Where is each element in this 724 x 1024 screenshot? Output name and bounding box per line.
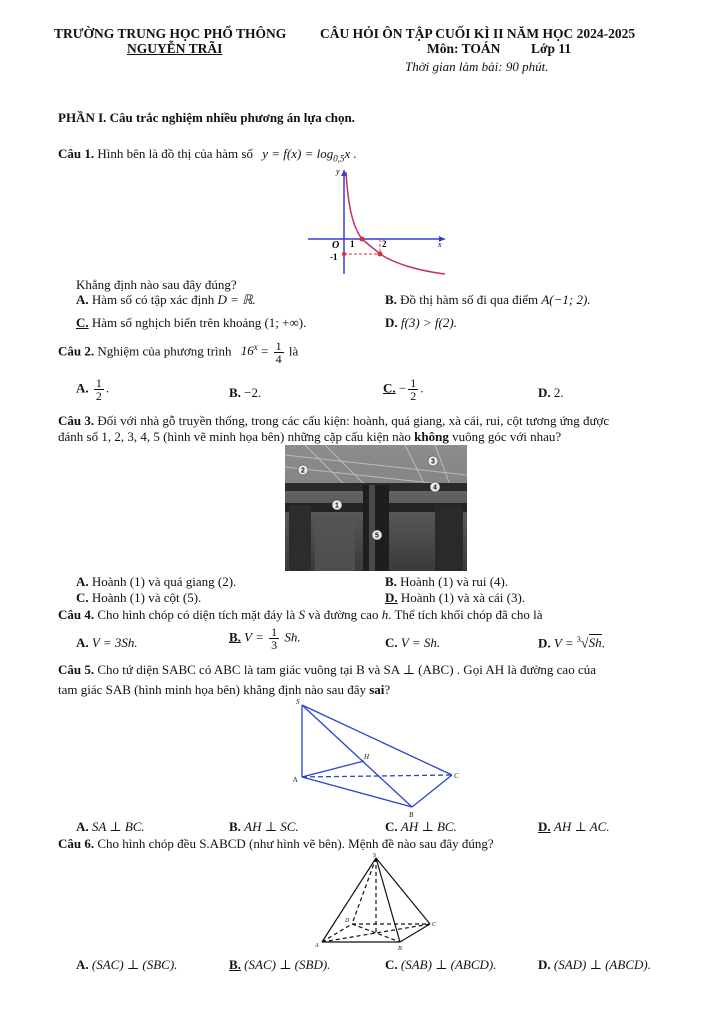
q6-stem xyxy=(58,836,494,852)
q6-fig-a: A xyxy=(315,943,319,949)
q5-text2c: ? xyxy=(384,682,391,697)
q2-c-sign: − xyxy=(398,380,407,396)
q6-c-math: (SAB) ⊥ (ABCD). xyxy=(400,957,497,972)
q6-text: Cho hình chóp đều S.ABCD (như hình vẽ bên). Mệnh đề nào sau đây đúng? xyxy=(97,836,494,851)
q1-formula: y = f(x) = log xyxy=(262,146,334,161)
q5-fig-a: A xyxy=(293,776,298,784)
q6-option-a[interactable] xyxy=(76,957,177,973)
q5-fig-s: S xyxy=(296,698,300,706)
q6-a-math: (SAC) ⊥ (SBC). xyxy=(91,957,178,972)
q2-b-label: B. xyxy=(229,385,241,400)
photo-mark-5-text: 5 xyxy=(375,532,379,540)
q2-tail: là xyxy=(288,343,299,359)
q6-fig-d: D xyxy=(345,918,350,924)
q6-option-d[interactable] xyxy=(538,957,651,973)
q4-d-post: . xyxy=(601,635,605,651)
q4-b-pre: V = xyxy=(244,629,264,645)
point-2-neg1 xyxy=(378,252,383,257)
q2-text: Nghiệm của phương trình xyxy=(97,343,232,359)
q4-h: h xyxy=(381,607,389,622)
q4-stem xyxy=(58,607,542,623)
q2-eq-exp: x xyxy=(253,342,258,353)
q2-c-tail: . xyxy=(420,380,424,396)
q1-d-math: f(3) > f(2). xyxy=(400,315,457,330)
q6-option-c[interactable] xyxy=(385,957,497,973)
q2-eq-num: 1 xyxy=(275,339,282,353)
q6-fig-c: C xyxy=(432,922,437,928)
q3-label: Câu 3. xyxy=(58,413,95,428)
q4-b-den: 3 xyxy=(271,638,278,652)
tick-1-label: 1 xyxy=(350,239,355,249)
q4-a-label: A. xyxy=(76,635,89,650)
q1-a-math: D = ℝ. xyxy=(217,292,256,307)
q1-base: 0,5 xyxy=(333,153,345,164)
q1-text: Hình bên là đồ thị của hàm số xyxy=(97,146,253,161)
q5-option-a[interactable] xyxy=(76,819,145,835)
q3-option-c[interactable] xyxy=(76,590,201,606)
duration: Thời gian làm bài: 90 phút. xyxy=(405,59,549,74)
q4-b-label: B. xyxy=(229,629,241,645)
q2-eq-sign: = xyxy=(261,343,269,359)
q6-option-b[interactable] xyxy=(229,957,330,973)
q5-b-math: AH ⊥ SC. xyxy=(244,819,299,834)
q2-d-text: 2. xyxy=(553,385,564,400)
q4-text1: Cho hình chóp có diện tích mặt đáy là xyxy=(97,607,296,622)
q4-b-num: 1 xyxy=(271,625,278,639)
photo-mark-2-text: 2 xyxy=(301,467,305,475)
q2-option-b[interactable] xyxy=(229,385,261,401)
q6-a-label: A. xyxy=(76,957,89,972)
q3-option-d[interactable] xyxy=(385,590,525,606)
q5-d-math: AH ⊥ AC. xyxy=(553,819,610,834)
q4-b-post: Sh. xyxy=(284,629,301,645)
q1-option-a[interactable] xyxy=(76,292,256,308)
q1-c-math: (1; +∞). xyxy=(264,315,307,330)
q5-text2b: sai xyxy=(369,682,385,697)
grade: Lớp 11 xyxy=(531,41,572,56)
q2-c-den: 2 xyxy=(410,389,417,403)
q3-b-label: B. xyxy=(385,574,397,589)
q6-pyramid-figure xyxy=(310,852,440,952)
photo-mark-1-text: 1 xyxy=(335,502,339,510)
q3-b-text: Hoành (1) và rui (4). xyxy=(400,574,509,589)
q1-b-math: A(−1; 2). xyxy=(541,292,591,307)
q6-fig-s: S xyxy=(373,853,376,859)
q5-a-label: A. xyxy=(76,819,89,834)
photo-mark-3-text: 3 xyxy=(431,458,435,466)
log-curve xyxy=(346,172,445,274)
q2-eq-frac xyxy=(274,340,284,365)
q4-d-pre: V = xyxy=(553,635,574,651)
q2-c-num: 1 xyxy=(410,376,417,390)
q4-c-math: V = Sh. xyxy=(400,635,441,650)
q5-fig-b: B xyxy=(409,811,414,819)
q2-label: Câu 2. xyxy=(58,343,95,359)
q1-d-label: D. xyxy=(385,315,398,330)
q1-stem xyxy=(58,146,357,164)
q2-d-label: D. xyxy=(538,385,551,400)
q2-option-d[interactable] xyxy=(538,385,564,401)
q6-c-label: C. xyxy=(385,957,398,972)
q3-c-label: C. xyxy=(76,590,89,605)
q4-a-math: V = 3Sh. xyxy=(91,635,138,650)
q4-label: Câu 4. xyxy=(58,607,95,622)
y-axis-label: y xyxy=(336,167,340,176)
q5-fig-c: C xyxy=(454,772,459,780)
q3-stem-line1 xyxy=(58,413,609,429)
q1-a-text: Hàm số có tập xác định xyxy=(91,292,215,307)
q2-eq-den: 4 xyxy=(275,352,282,366)
q5-text2a: tam giác SAB (hình minh họa bên) khẳng định nào sau đây xyxy=(58,682,366,697)
q2-a-label: A. xyxy=(76,380,89,396)
q4-d-radicand: Sh xyxy=(588,635,602,651)
q2-c-label: C. xyxy=(383,380,396,396)
q4-option-c[interactable] xyxy=(385,635,440,651)
q5-text1: Cho tứ diện SABC có ABC là tam giác vuông tại B và SA ⊥ (ABC) . Gọi AH là đường cao của xyxy=(97,662,596,677)
q3-text2b: không xyxy=(414,429,449,444)
q5-option-c[interactable] xyxy=(385,819,457,835)
q6-fig-b: B xyxy=(398,946,402,952)
q3-c-text: Hoành (1) và cột (5). xyxy=(91,590,202,605)
q1-var: x . xyxy=(344,146,357,161)
school-name-line2: NGUYỄN TRÃI xyxy=(127,41,223,56)
q3-d-text: Hoành (1) và xà cái (3). xyxy=(400,590,526,605)
q1-option-c[interactable] xyxy=(76,315,306,331)
q1-option-b[interactable] xyxy=(385,292,591,308)
q2-b-text: −2. xyxy=(244,385,262,400)
q5-label: Câu 5. xyxy=(58,662,95,677)
point-1-0 xyxy=(360,237,365,242)
q6-b-math: (SAC) ⊥ (SBD). xyxy=(244,957,331,972)
q1-c-label: C. xyxy=(76,315,89,330)
q3-d-label: D. xyxy=(385,590,398,605)
q4-option-d[interactable]: D. V = $^3$√Sh. xyxy=(538,635,605,652)
q4-c-label: C. xyxy=(385,635,398,650)
q3-stem-line2 xyxy=(58,429,561,445)
q4-d-root-index: 3 xyxy=(576,635,581,644)
photo-mark-4-text: 4 xyxy=(433,484,437,492)
q2-a-num: 1 xyxy=(95,376,102,390)
q3-option-b[interactable] xyxy=(385,574,508,590)
q5-b-label: B. xyxy=(229,819,241,834)
q3-text1: Đối với nhà gỗ truyền thống, trong các cấu kiện: hoành, quá giang, xà cái, rui, cột tương ứng được xyxy=(97,413,610,428)
q1-option-d[interactable] xyxy=(385,315,457,331)
point-0-neg1 xyxy=(342,252,346,256)
q3-option-a[interactable] xyxy=(76,574,236,590)
q6-b-label: B. xyxy=(229,957,241,972)
q4-s: S xyxy=(298,607,305,622)
q2-a-tail: . xyxy=(105,380,110,396)
q4-option-b[interactable] xyxy=(229,626,301,651)
q6-d-math: (SAD) ⊥ (ABCD). xyxy=(553,957,651,972)
q3-a-text: Hoành (1) và quá giang (2). xyxy=(91,574,237,589)
q2-option-a[interactable] xyxy=(76,377,109,402)
q2-stem xyxy=(58,340,298,365)
q1-b-label: B. xyxy=(385,292,397,307)
q4-text2: và đường cao xyxy=(308,607,379,622)
q5-fig-h: H xyxy=(364,753,370,761)
school-name-line1: TRƯỜNG TRUNG HỌC PHỔ THÔNG xyxy=(54,26,287,41)
q2-option-c[interactable] xyxy=(383,377,423,402)
q1-a-label: A. xyxy=(76,292,89,307)
q5-c-math: AH ⊥ BC. xyxy=(400,819,457,834)
q6-label: Câu 6. xyxy=(58,836,95,851)
q4-d-label: D. xyxy=(538,635,551,651)
q5-stem-line2 xyxy=(58,682,390,698)
q3-text2c: vuông góc với nhau? xyxy=(452,429,562,444)
q2-a-den: 2 xyxy=(95,389,102,403)
q6-d-label: D. xyxy=(538,957,551,972)
exam-title: CÂU HỎI ÔN TẬP CUỐI KÌ II NĂM HỌC 2024-2025 xyxy=(320,26,636,41)
q1-c-text: Hàm số nghịch biến trên khoảng xyxy=(91,315,262,330)
q2-eq-base: 16 xyxy=(240,343,254,359)
q4-text3: . Thể tích khối chóp đã cho là xyxy=(388,607,543,622)
tick-neg1-label: -1 xyxy=(330,252,338,262)
q3-wooden-house-photo xyxy=(285,445,467,571)
tick-2-label: 2 xyxy=(382,239,387,249)
q5-option-b[interactable] xyxy=(229,819,299,835)
q3-a-label: A. xyxy=(76,574,89,589)
x-axis-label: x xyxy=(438,240,442,249)
q1-log-graph xyxy=(300,164,450,276)
subject: Môn: TOÁN xyxy=(427,41,501,56)
q1-label: Câu 1. xyxy=(58,146,95,161)
q5-stem-line1 xyxy=(58,662,596,678)
q4-option-a[interactable] xyxy=(76,635,138,651)
q5-a-math: SA ⊥ BC. xyxy=(91,819,145,834)
q5-d-label: D. xyxy=(538,819,551,834)
q5-tetrahedron-figure xyxy=(290,697,460,819)
q1-question: Khẳng định nào sau đây đúng? xyxy=(76,277,237,292)
q1-b-text: Đồ thị hàm số đi qua điểm xyxy=(400,292,539,307)
part1-title: PHẦN I. Câu trắc nghiệm nhiều phương án lựa chọn. xyxy=(58,110,355,125)
q3-text2a: đánh số 1, 2, 3, 4, 5 (hình vẽ minh họa bên) những cặp cấu kiện nào xyxy=(58,429,411,444)
origin-label: O xyxy=(332,240,340,251)
q5-option-d[interactable] xyxy=(538,819,610,835)
q5-c-label: C. xyxy=(385,819,398,834)
